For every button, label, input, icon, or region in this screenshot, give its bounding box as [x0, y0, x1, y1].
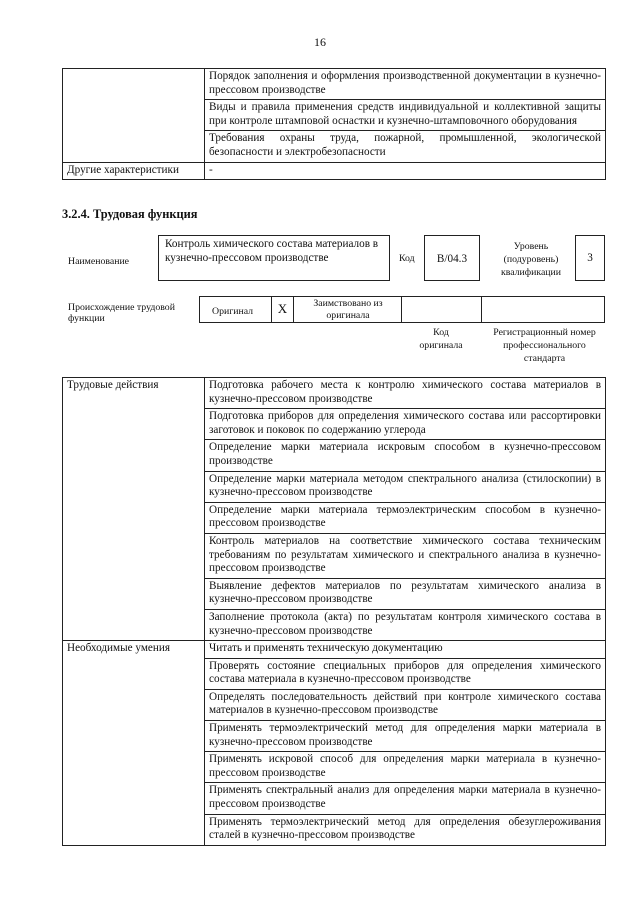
table-row [63, 641, 606, 659]
origin-code-cell [401, 296, 482, 323]
level-value-box: 3 [575, 235, 605, 281]
skill-item: Читать и применять техническую документацию [205, 641, 606, 659]
original-label: Оригинал [212, 306, 254, 317]
labor-action-item: Определение марки материала термоэлектрическим способом в кузнечно-прессовом производстве [205, 502, 606, 533]
origin-code-caption: Код оригинала [419, 327, 463, 351]
labor-action-item: Выявление дефектов материалов по результатам химического анализа в кузнечно-прессовом производстве [205, 578, 606, 609]
skill-item: Применять термоэлектрический метод для определения марки материала в кузнечно-прессовом производстве [205, 721, 606, 752]
row-label-cell [63, 69, 205, 163]
skill-item: Применять искровой способ для определения марки материала в кузнечно-прессовом производстве [205, 752, 606, 783]
original-mark: X [272, 296, 294, 323]
page-number: 16 [314, 35, 326, 49]
other-characteristics-value: - [205, 162, 606, 180]
skill-item: Применять спектральный анализ для определения марки материала в кузнечно-прессовом производстве [205, 783, 606, 814]
table-row [63, 378, 606, 409]
knowledge-item: Порядок заполнения и оформления производственной документации в кузнечно-прессовом производстве [205, 69, 606, 100]
name-label: Наименование [68, 256, 130, 267]
labor-action-item: Подготовка приборов для определения химического состава или рассортировки заготовок и поковок по содержанию углерода [205, 409, 606, 440]
labor-function-table [62, 377, 606, 846]
knowledge-table-continued [62, 68, 606, 180]
knowledge-item: Требования охраны труда, пожарной, промышленной, экологической безопасности и электробезопасности [205, 131, 606, 162]
function-code-box: B/04.3 [424, 235, 480, 281]
labor-action-item: Определение марки материала искровым способом в кузнечно-прессовом производстве [205, 440, 606, 471]
borrowed-label: Заимствовано из оригинала [313, 298, 383, 321]
table-row [63, 162, 606, 180]
labor-action-item: Контроль материалов на соответствие химического состава техническим требованиям по результатам химического и спектрального анализа в кузнечно-прессовом производстве [205, 533, 606, 578]
registration-number-caption: Регистрационный номер профессионального стандарта [493, 327, 596, 364]
function-name-box: Контроль химического состава материалов в кузнечно-прессовом производстве [158, 235, 390, 281]
section-heading: 3.2.4. Трудовая функция [62, 207, 198, 221]
skill-item: Проверять состояние специальных приборов для определения химического состава материала в кузнечно-прессовом производстве [205, 658, 606, 689]
table-row [63, 69, 606, 100]
skill-item: Применять термоэлектрический метод для определения обезуглероживания сталей в кузнечно-прессовом производстве [205, 814, 606, 845]
other-characteristics-label: Другие характеристики [63, 162, 205, 180]
skills-label: Необходимые умения [63, 641, 205, 846]
origin-label: Происхождение трудовой функции [68, 302, 175, 325]
labor-action-item: Заполнение протокола (акта) по результатам контроля химического состава в кузнечно-прессовом производстве [205, 609, 606, 640]
labor-action-item: Подготовка рабочего места к контролю химического состава материалов в кузнечно-прессовом производстве [205, 378, 606, 409]
labor-action-item: Определение марки материала методом спектрального анализа (стилоскопии) в кузнечно-прессовом производстве [205, 471, 606, 502]
knowledge-item: Виды и правила применения средств индивидуальной и коллективной защиты при контроле штамповой оснастки и кузнечно-штамповочного оборудования [205, 100, 606, 131]
skill-item: Определять последовательность действий при контроле химического состава материалов в кузнечно-прессовом производстве [205, 689, 606, 720]
code-label: Код [399, 253, 415, 264]
level-label: Уровень (подуровень) квалификации [500, 241, 562, 278]
labor-actions-label: Трудовые действия [63, 378, 205, 641]
